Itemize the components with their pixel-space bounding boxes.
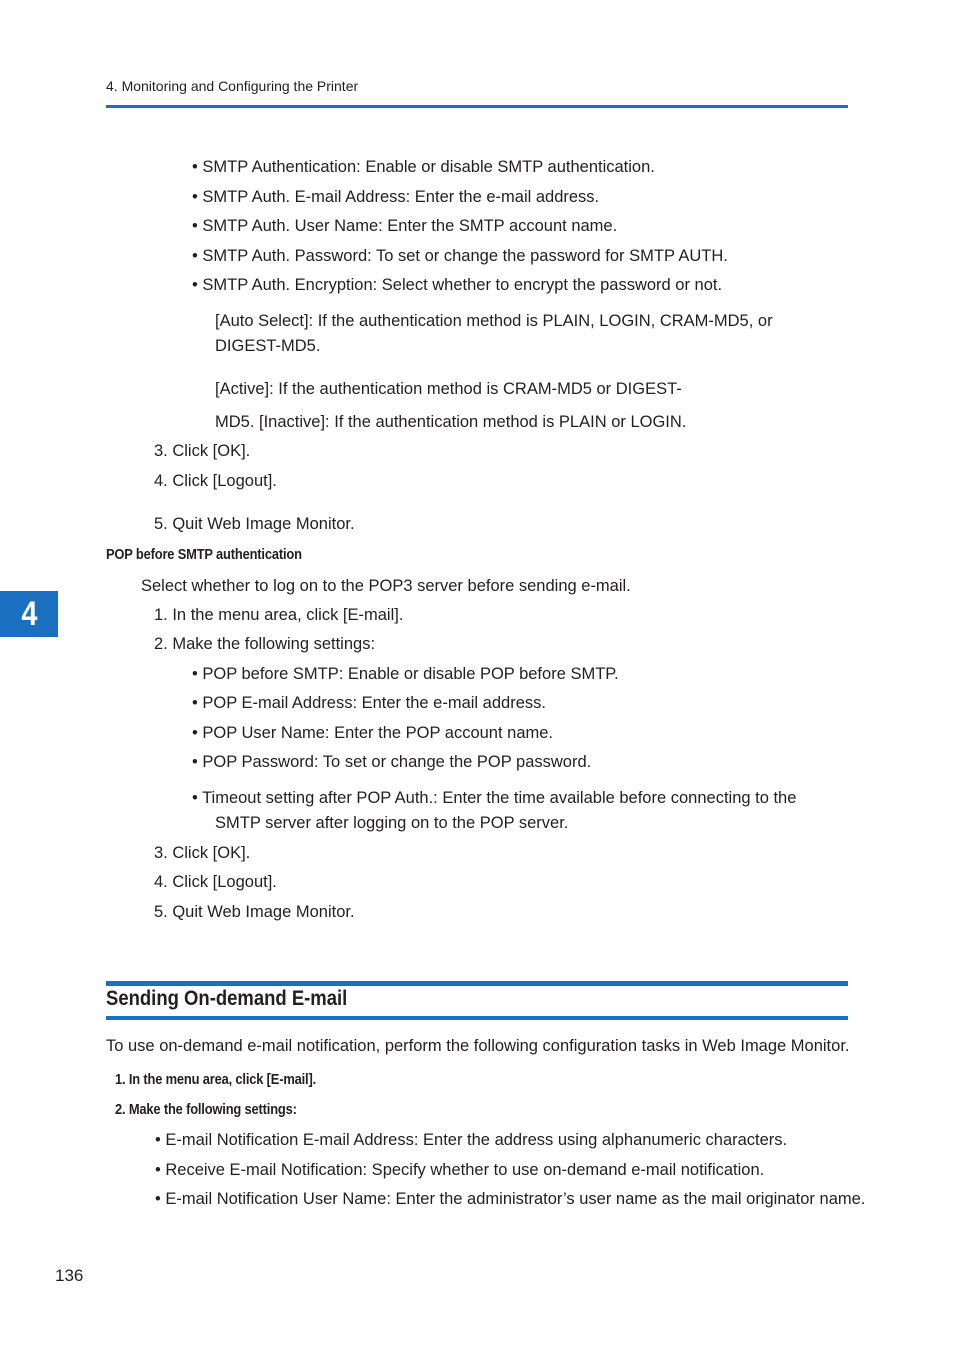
encryption-note: [Active]: If the authentication method is CRAM-MD5 or DIGEST- [215, 380, 682, 398]
list-item: • SMTP Auth. User Name: Enter the SMTP account name. [192, 217, 618, 235]
step-item: 2. Make the following settings: [154, 635, 376, 653]
step-item: 3. Click [OK]. [154, 844, 251, 862]
section-rule-top [106, 981, 848, 986]
list-item-continuation: SMTP server after logging on to the POP server. [215, 814, 569, 832]
list-item: • POP Password: To set or change the POP password. [192, 753, 592, 771]
header-divider [106, 105, 848, 108]
section-title: Sending On-demand E-mail [106, 987, 348, 1010]
intro-paragraph: Select whether to log on to the POP3 server before sending e-mail. [141, 577, 631, 595]
step-item: 1. In the menu area, click [E-mail]. [154, 606, 404, 624]
list-item: • SMTP Authentication: Enable or disable SMTP authentication. [192, 158, 655, 176]
list-item: • Timeout setting after POP Auth.: Enter the time available before connecting to the [192, 789, 797, 807]
step-item: 4. Click [Logout]. [154, 873, 277, 891]
subsection-heading: POP before SMTP authentication [106, 546, 302, 563]
chapter-number: 4 [20, 594, 38, 633]
step-heading: 2. Make the following settings: [115, 1101, 297, 1118]
step-item: 5. Quit Web Image Monitor. [154, 515, 355, 533]
step-item: 3. Click [OK]. [154, 442, 251, 460]
list-item: • SMTP Auth. E-mail Address: Enter the e-mail address. [192, 188, 600, 206]
list-item: • SMTP Auth. Password: To set or change the password for SMTP AUTH. [192, 247, 728, 265]
encryption-note: [Auto Select]: If the authentication method is PLAIN, LOGIN, CRAM-MD5, or [215, 312, 773, 330]
section-rule-bottom [106, 1016, 848, 1020]
list-item: • Receive E-mail Notification: Specify whether to use on-demand e-mail notification. [155, 1161, 765, 1179]
list-item: • SMTP Auth. Encryption: Select whether to encrypt the password or not. [192, 276, 723, 294]
chapter-tab [0, 591, 58, 637]
step-item: 4. Click [Logout]. [154, 472, 277, 490]
list-item: • POP E-mail Address: Enter the e-mail address. [192, 694, 546, 712]
encryption-note: MD5. [Inactive]: If the authentication method is PLAIN or LOGIN. [215, 413, 687, 431]
step-heading: 1. In the menu area, click [E-mail]. [115, 1071, 316, 1088]
running-header: 4. Monitoring and Configuring the Printer [106, 78, 359, 94]
step-item: 5. Quit Web Image Monitor. [154, 903, 355, 921]
list-item: • POP User Name: Enter the POP account name. [192, 724, 554, 742]
encryption-note: DIGEST-MD5. [215, 337, 321, 355]
list-item: • E-mail Notification E-mail Address: Enter the address using alphanumeric characters. [155, 1131, 788, 1149]
intro-paragraph: To use on-demand e-mail notification, perform the following configuration tasks in Web Image Monitor. [106, 1037, 850, 1055]
list-item: • E-mail Notification User Name: Enter the administrator’s user name as the mail originator name. [155, 1190, 866, 1208]
list-item: • POP before SMTP: Enable or disable POP before SMTP. [192, 665, 619, 683]
page-number: 136 [55, 1266, 84, 1285]
